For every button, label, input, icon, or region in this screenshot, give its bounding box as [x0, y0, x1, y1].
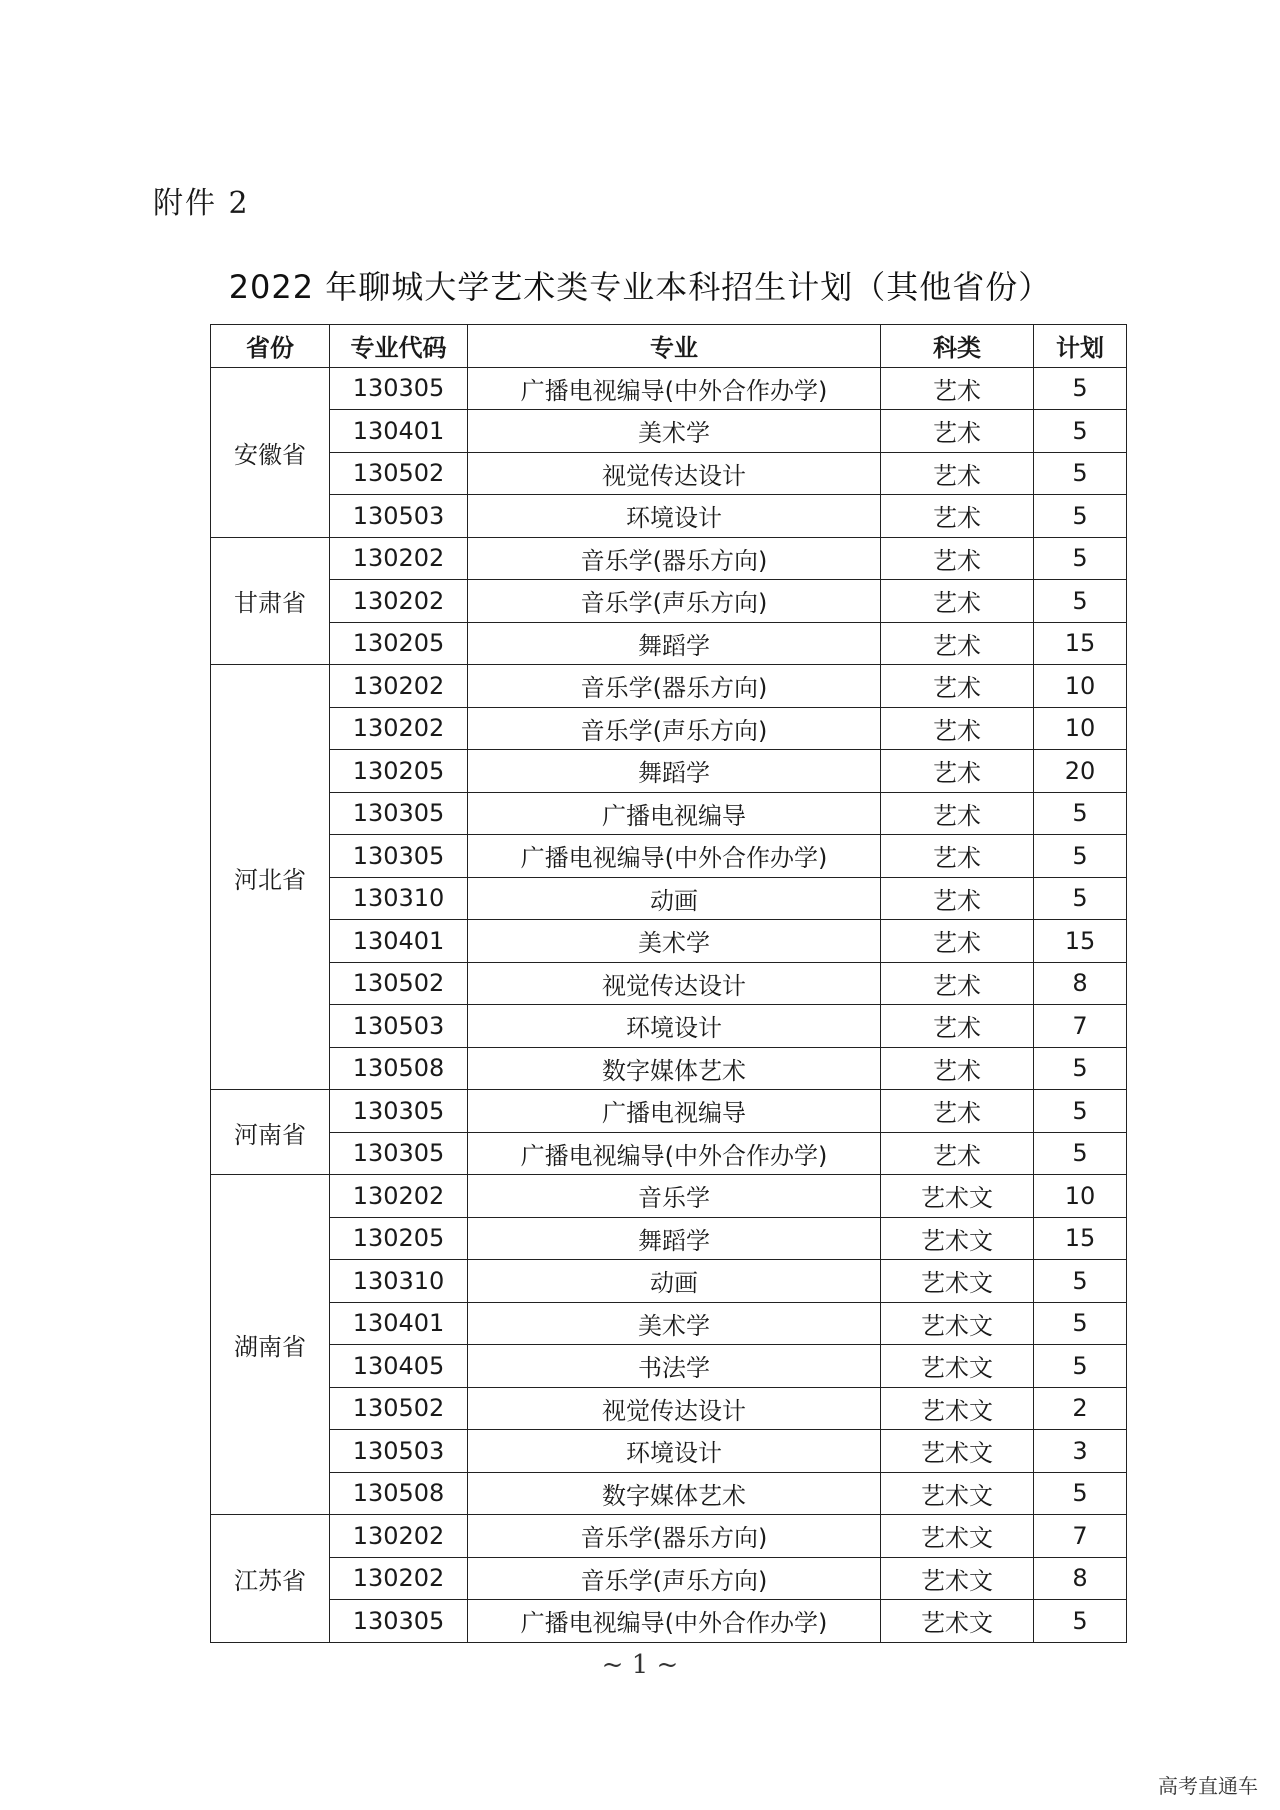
major-cell: 书法学 [468, 1345, 881, 1388]
category-cell: 艺术文 [881, 1387, 1034, 1430]
plan-count-cell: 5 [1034, 1302, 1127, 1345]
plan-count-cell: 5 [1034, 1132, 1127, 1175]
category-cell: 艺术文 [881, 1175, 1034, 1218]
table-row [211, 750, 1127, 793]
province-cell: 甘肃省 [211, 537, 330, 665]
major-cell: 环境设计 [468, 1005, 881, 1048]
category-cell: 艺术文 [881, 1515, 1034, 1558]
table-row [211, 962, 1127, 1005]
major-cell: 动画 [468, 877, 881, 920]
plan-count-cell: 15 [1034, 920, 1127, 963]
plan-count-cell: 5 [1034, 367, 1127, 410]
major-cell: 舞蹈学 [468, 622, 881, 665]
major-code-cell: 130508 [330, 1472, 468, 1515]
major-cell: 音乐学(器乐方向) [468, 1515, 881, 1558]
major-cell: 广播电视编导(中外合作办学) [468, 1600, 881, 1643]
category-cell: 艺术 [881, 1132, 1034, 1175]
major-cell: 舞蹈学 [468, 1217, 881, 1260]
attachment-label: 附件 2 [153, 186, 250, 221]
table-row [211, 1557, 1127, 1600]
major-code-cell: 130503 [330, 495, 468, 538]
major-code-cell: 130401 [330, 920, 468, 963]
major-code-cell: 130202 [330, 580, 468, 623]
major-code-cell: 130305 [330, 835, 468, 878]
table-row [211, 707, 1127, 750]
table-row [211, 537, 1127, 580]
major-code-cell: 130503 [330, 1430, 468, 1473]
major-cell: 视觉传达设计 [468, 962, 881, 1005]
major-cell: 视觉传达设计 [468, 1387, 881, 1430]
major-cell: 广播电视编导 [468, 792, 881, 835]
table-row [211, 1132, 1127, 1175]
major-code-cell: 130305 [330, 1090, 468, 1133]
major-code-cell: 130305 [330, 1132, 468, 1175]
major-code-cell: 130202 [330, 707, 468, 750]
major-code-cell: 130205 [330, 622, 468, 665]
table-row [211, 1387, 1127, 1430]
plan-count-cell: 5 [1034, 1260, 1127, 1303]
plan-count-cell: 5 [1034, 877, 1127, 920]
major-code-cell: 130401 [330, 410, 468, 453]
plan-count-cell: 5 [1034, 537, 1127, 580]
category-cell: 艺术 [881, 920, 1034, 963]
category-cell: 艺术 [881, 1005, 1034, 1048]
table-header-row [211, 325, 1127, 368]
table-row [211, 1600, 1127, 1643]
category-cell: 艺术 [881, 495, 1034, 538]
table-row [211, 367, 1127, 410]
major-code-cell: 130305 [330, 792, 468, 835]
header-category: 科类 [881, 325, 1034, 368]
category-cell: 艺术 [881, 410, 1034, 453]
major-code-cell: 130508 [330, 1047, 468, 1090]
major-cell: 视觉传达设计 [468, 452, 881, 495]
major-code-cell: 130202 [330, 1515, 468, 1558]
major-code-cell: 130202 [330, 537, 468, 580]
major-cell: 数字媒体艺术 [468, 1472, 881, 1515]
table-row [211, 622, 1127, 665]
plan-count-cell: 8 [1034, 1557, 1127, 1600]
major-code-cell: 130305 [330, 367, 468, 410]
province-cell: 湖南省 [211, 1175, 330, 1515]
header-province: 省份 [211, 325, 330, 368]
enrollment-plan-table [210, 324, 1127, 1643]
plan-count-cell: 5 [1034, 835, 1127, 878]
major-code-cell: 130502 [330, 452, 468, 495]
header-plan: 计划 [1034, 325, 1127, 368]
plan-count-cell: 10 [1034, 707, 1127, 750]
major-cell: 美术学 [468, 920, 881, 963]
category-cell: 艺术文 [881, 1302, 1034, 1345]
table-row [211, 792, 1127, 835]
table-row [211, 1175, 1127, 1218]
plan-count-cell: 7 [1034, 1515, 1127, 1558]
category-cell: 艺术 [881, 452, 1034, 495]
province-cell: 河北省 [211, 665, 330, 1090]
table-body [211, 367, 1127, 1642]
category-cell: 艺术 [881, 877, 1034, 920]
major-code-cell: 130305 [330, 1600, 468, 1643]
plan-count-cell: 5 [1034, 792, 1127, 835]
category-cell: 艺术 [881, 750, 1034, 793]
major-cell: 音乐学(器乐方向) [468, 665, 881, 708]
major-cell: 广播电视编导(中外合作办学) [468, 367, 881, 410]
plan-count-cell: 20 [1034, 750, 1127, 793]
plan-count-cell: 5 [1034, 410, 1127, 453]
major-cell: 环境设计 [468, 495, 881, 538]
major-cell: 音乐学(声乐方向) [468, 1557, 881, 1600]
table-row [211, 835, 1127, 878]
table-row [211, 1302, 1127, 1345]
category-cell: 艺术文 [881, 1557, 1034, 1600]
category-cell: 艺术 [881, 1090, 1034, 1133]
table-row [211, 1472, 1127, 1515]
major-cell: 音乐学(声乐方向) [468, 707, 881, 750]
table-row [211, 1090, 1127, 1133]
major-code-cell: 130205 [330, 750, 468, 793]
province-cell: 安徽省 [211, 367, 330, 537]
plan-count-cell: 5 [1034, 1345, 1127, 1388]
table-row [211, 665, 1127, 708]
table-row [211, 1430, 1127, 1473]
category-cell: 艺术文 [881, 1217, 1034, 1260]
major-cell: 广播电视编导(中外合作办学) [468, 835, 881, 878]
category-cell: 艺术 [881, 792, 1034, 835]
header-major: 专业 [468, 325, 881, 368]
major-code-cell: 130502 [330, 1387, 468, 1430]
major-code-cell: 130502 [330, 962, 468, 1005]
category-cell: 艺术文 [881, 1430, 1034, 1473]
major-code-cell: 130310 [330, 1260, 468, 1303]
major-code-cell: 130401 [330, 1302, 468, 1345]
major-code-cell: 130202 [330, 1557, 468, 1600]
major-cell: 美术学 [468, 1302, 881, 1345]
plan-count-cell: 10 [1034, 1175, 1127, 1218]
watermark: 高考直通车 [1158, 1774, 1258, 1798]
category-cell: 艺术 [881, 665, 1034, 708]
plan-count-cell: 2 [1034, 1387, 1127, 1430]
category-cell: 艺术 [881, 367, 1034, 410]
category-cell: 艺术文 [881, 1472, 1034, 1515]
province-cell: 江苏省 [211, 1515, 330, 1643]
province-cell: 河南省 [211, 1090, 330, 1175]
category-cell: 艺术文 [881, 1260, 1034, 1303]
table-row [211, 920, 1127, 963]
table-row [211, 1005, 1127, 1048]
category-cell: 艺术文 [881, 1600, 1034, 1643]
table-row [211, 1217, 1127, 1260]
major-code-cell: 130503 [330, 1005, 468, 1048]
table-row [211, 410, 1127, 453]
major-cell: 数字媒体艺术 [468, 1047, 881, 1090]
table-row [211, 877, 1127, 920]
major-code-cell: 130310 [330, 877, 468, 920]
plan-count-cell: 5 [1034, 495, 1127, 538]
plan-count-cell: 3 [1034, 1430, 1127, 1473]
plan-count-cell: 5 [1034, 1090, 1127, 1133]
major-cell: 音乐学(声乐方向) [468, 580, 881, 623]
category-cell: 艺术 [881, 622, 1034, 665]
major-cell: 美术学 [468, 410, 881, 453]
plan-count-cell: 10 [1034, 665, 1127, 708]
plan-count-cell: 5 [1034, 1047, 1127, 1090]
category-cell: 艺术 [881, 707, 1034, 750]
major-code-cell: 130202 [330, 1175, 468, 1218]
major-cell: 音乐学(器乐方向) [468, 537, 881, 580]
plan-count-cell: 8 [1034, 962, 1127, 1005]
table-row [211, 1345, 1127, 1388]
major-code-cell: 130202 [330, 665, 468, 708]
category-cell: 艺术 [881, 962, 1034, 1005]
table-row [211, 1047, 1127, 1090]
plan-count-cell: 5 [1034, 452, 1127, 495]
table-row [211, 1515, 1127, 1558]
category-cell: 艺术 [881, 580, 1034, 623]
plan-count-cell: 5 [1034, 580, 1127, 623]
major-cell: 舞蹈学 [468, 750, 881, 793]
major-code-cell: 130205 [330, 1217, 468, 1260]
major-cell: 动画 [468, 1260, 881, 1303]
plan-count-cell: 15 [1034, 622, 1127, 665]
major-code-cell: 130405 [330, 1345, 468, 1388]
document-title: 2022 年聊城大学艺术类专业本科招生计划（其他省份） [228, 268, 1052, 306]
table-row [211, 452, 1127, 495]
plan-count-cell: 5 [1034, 1472, 1127, 1515]
table-row [211, 580, 1127, 623]
major-cell: 广播电视编导(中外合作办学) [468, 1132, 881, 1175]
major-cell: 广播电视编导 [468, 1090, 881, 1133]
category-cell: 艺术 [881, 835, 1034, 878]
page-number: ~ 1 ~ [601, 1650, 679, 1680]
plan-count-cell: 15 [1034, 1217, 1127, 1260]
plan-count-cell: 7 [1034, 1005, 1127, 1048]
table-row [211, 1260, 1127, 1303]
major-cell: 音乐学 [468, 1175, 881, 1218]
category-cell: 艺术文 [881, 1345, 1034, 1388]
major-cell: 环境设计 [468, 1430, 881, 1473]
plan-count-cell: 5 [1034, 1600, 1127, 1643]
table-row [211, 495, 1127, 538]
category-cell: 艺术 [881, 537, 1034, 580]
header-major-code: 专业代码 [330, 325, 468, 368]
category-cell: 艺术 [881, 1047, 1034, 1090]
